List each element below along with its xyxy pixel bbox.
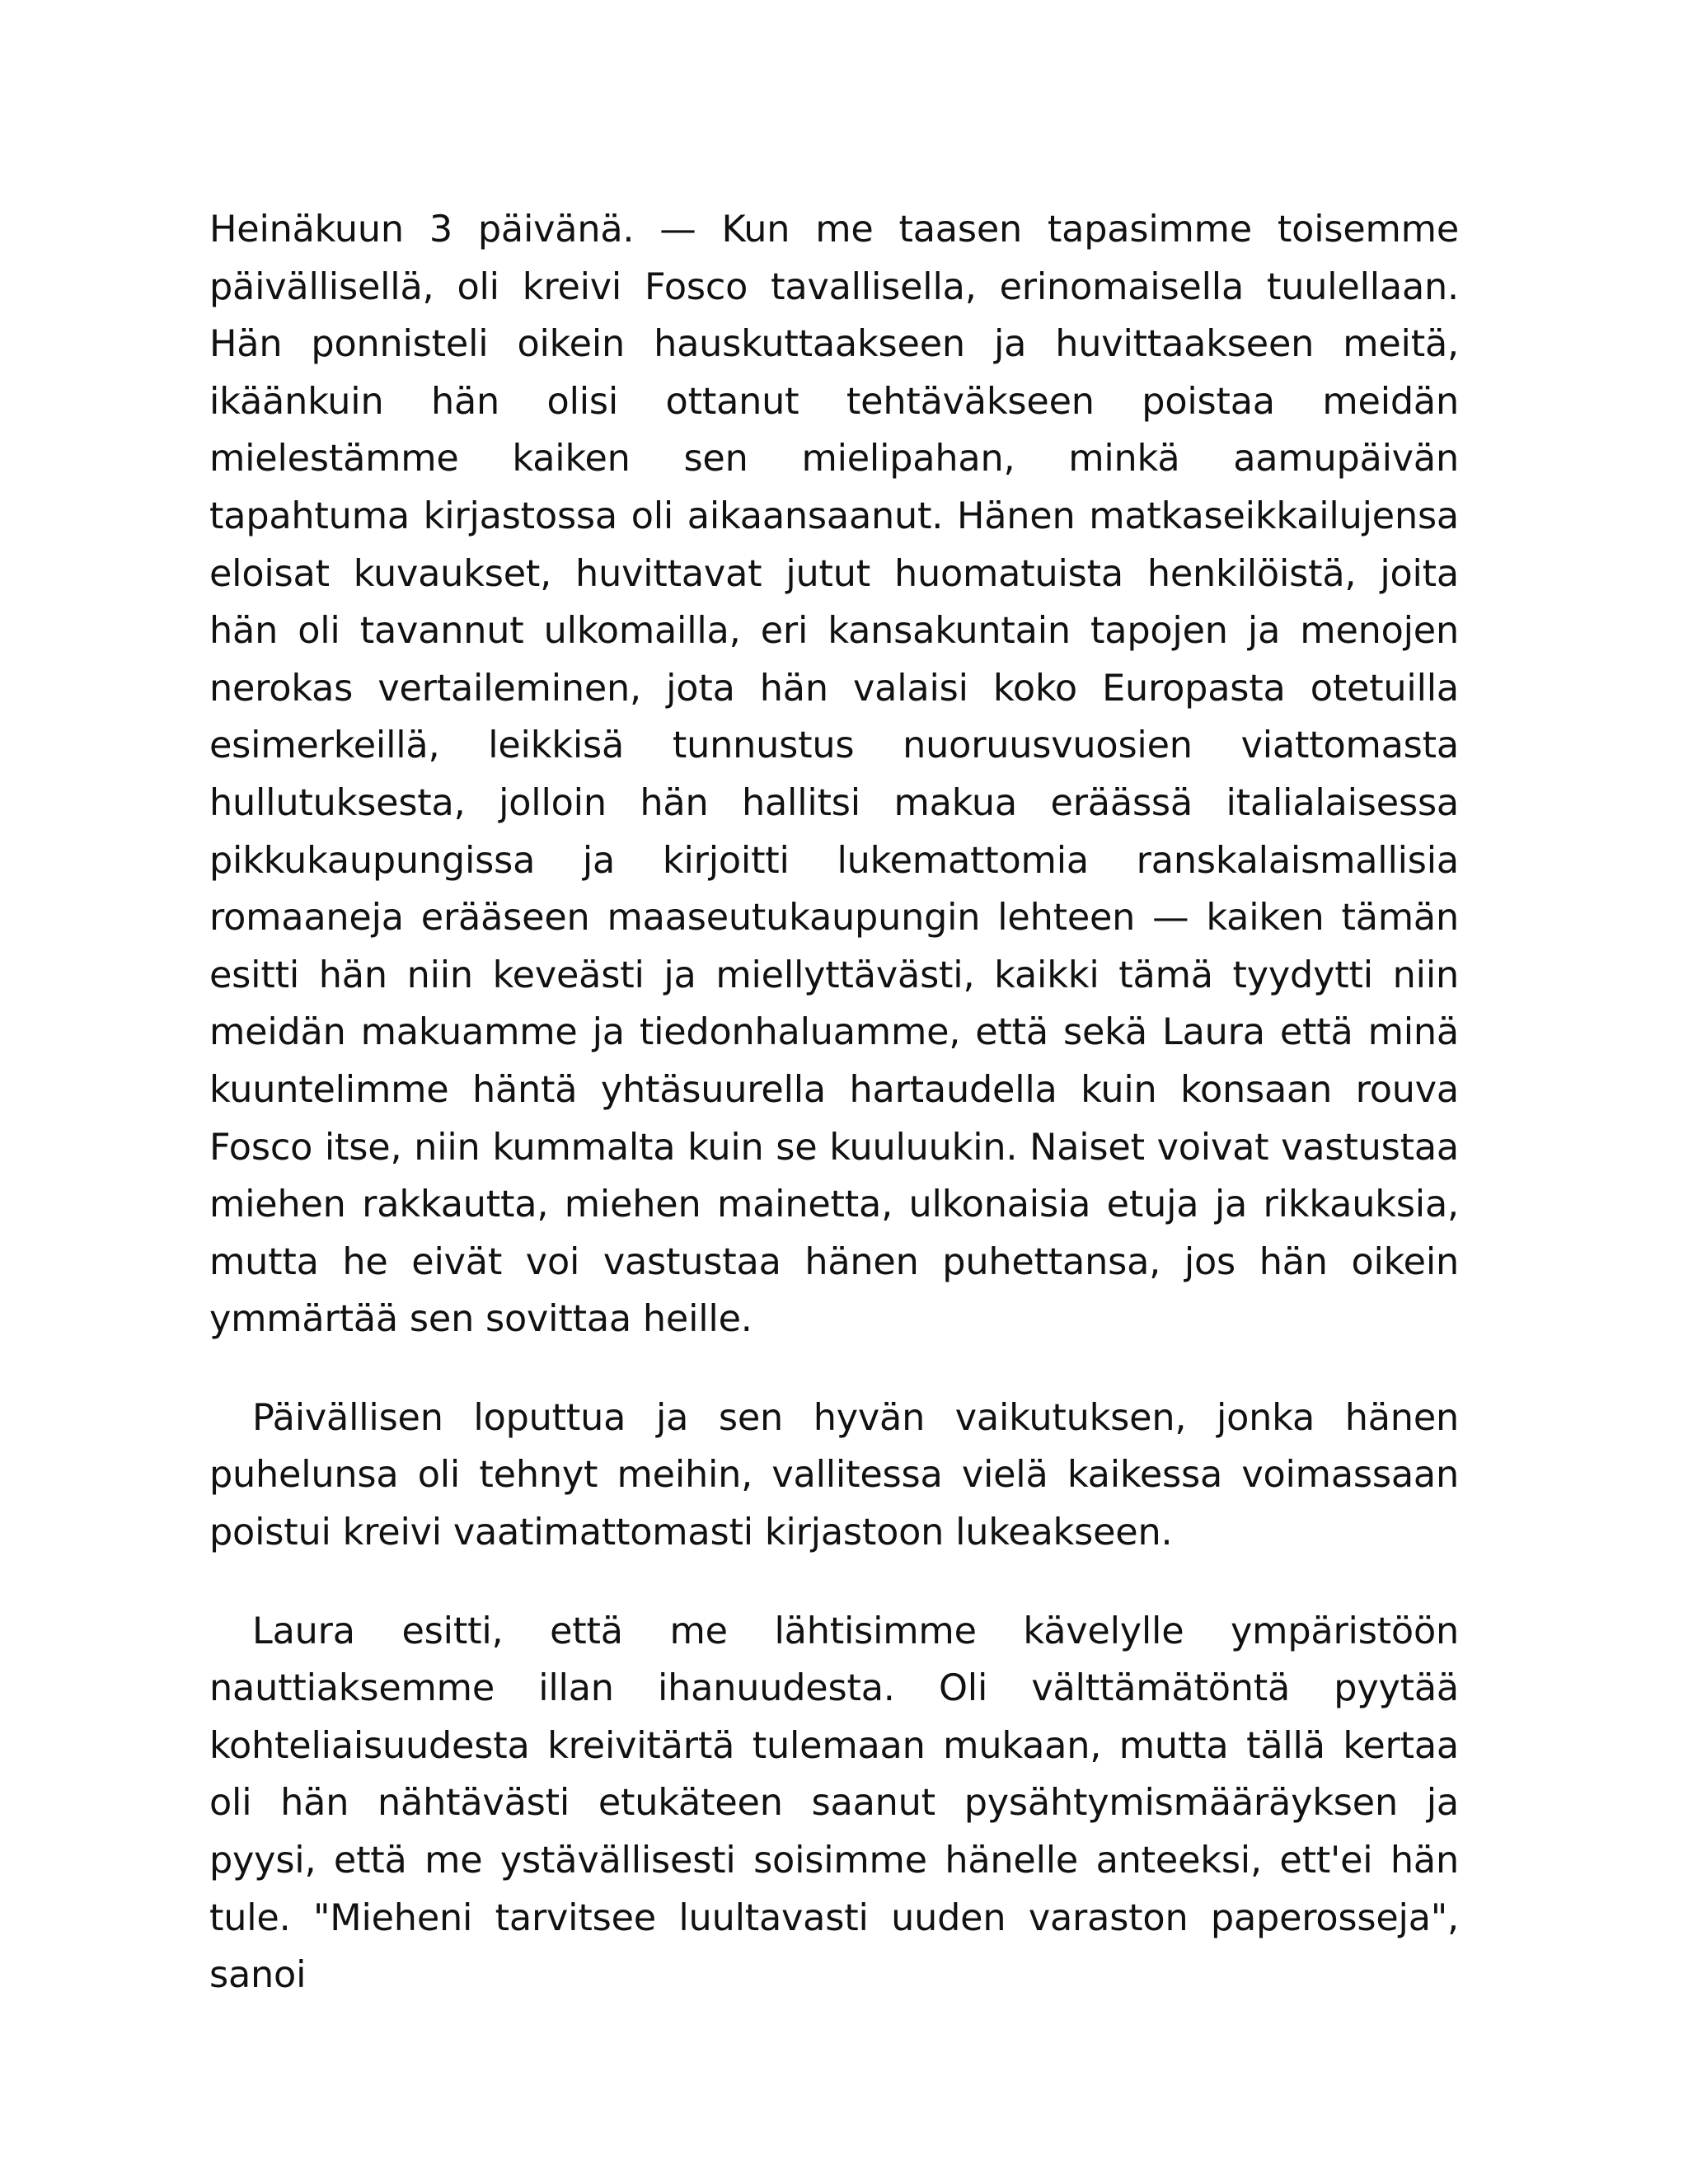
document-page <box>209 201 1459 2004</box>
paragraph: Laura esitti, että me lähtisimme kävelylle ympäristöön nauttiaksemme illan ihanuudesta. Oli välttämätöntä pyytää kohteliaisuudesta kreivitärtä tulemaan mukaan, mutta tällä kertaa oli hän nähtävästi etukäteen saanut pysähtymismääräyksen ja pyysi, että me ystävällisesti soisimme hänelle anteeksi, ett'ei hän tule. "Mieheni tarvitsee luultavasti uuden varaston paperosseja", sanoi <box>209 1610 1459 1997</box>
paragraph: Heinäkuun 3 päivänä. — Kun me taasen tapasimme toisemme päivällisellä, oli kreivi Fosco tavallisella, erinomaisella tuulellaan. Hän ponnisteli oikein hauskuttaakseen ja huvittaakseen meitä, ikäänkuin hän olisi ottanut tehtäväkseen poistaa meidän mielestämme kaiken sen mielipahan, minkä aamupäivän tapahtuma kirjastossa oli aikaansaanut. Hänen matkaseikkailujensa eloisat kuvaukset, huvittavat jutut huomatuista henkilöistä, joita hän oli tavannut ulkomailla, eri kansakuntain tapojen ja menojen nerokas vertaileminen, jota hän valaisi koko Europasta otetuilla esimerkeillä, leikkisä tunnustus nuoruusvuosien viattomasta hullutuksesta, jolloin hän hallitsi makua eräässä italialaisessa pikkukaupungissa ja kirjoitti lukemattomia ranskalaismallisia romaaneja erääseen maaseutukaupungin lehteen — kaiken tämän esitti hän niin keveästi ja miellyttävästi, kaikki tämä tyydytti niin meidän makuamme ja tiedonhaluamme, että sekä Laura että minä kuuntelimme häntä yhtäsuurella hartaudella kuin konsaan rouva Fosco itse, niin kummalta kuin se kuuluukin. Naiset voivat vastustaa miehen rakkautta, miehen mainetta, ulkonaisia etuja ja rikkauksia, mutta he eivät voi vastustaa hänen puhettansa, jos hän oikein ymmärtää sen sovittaa heille. <box>209 209 1459 1341</box>
paragraph: Päivällisen loputtua ja sen hyvän vaikutuksen, jonka hänen puhelunsa oli tehnyt meihin, vallitessa vielä kaikessa voimassaan poistui kreivi vaatimattomasti kirjastoon lukeakseen. <box>209 1396 1459 1554</box>
